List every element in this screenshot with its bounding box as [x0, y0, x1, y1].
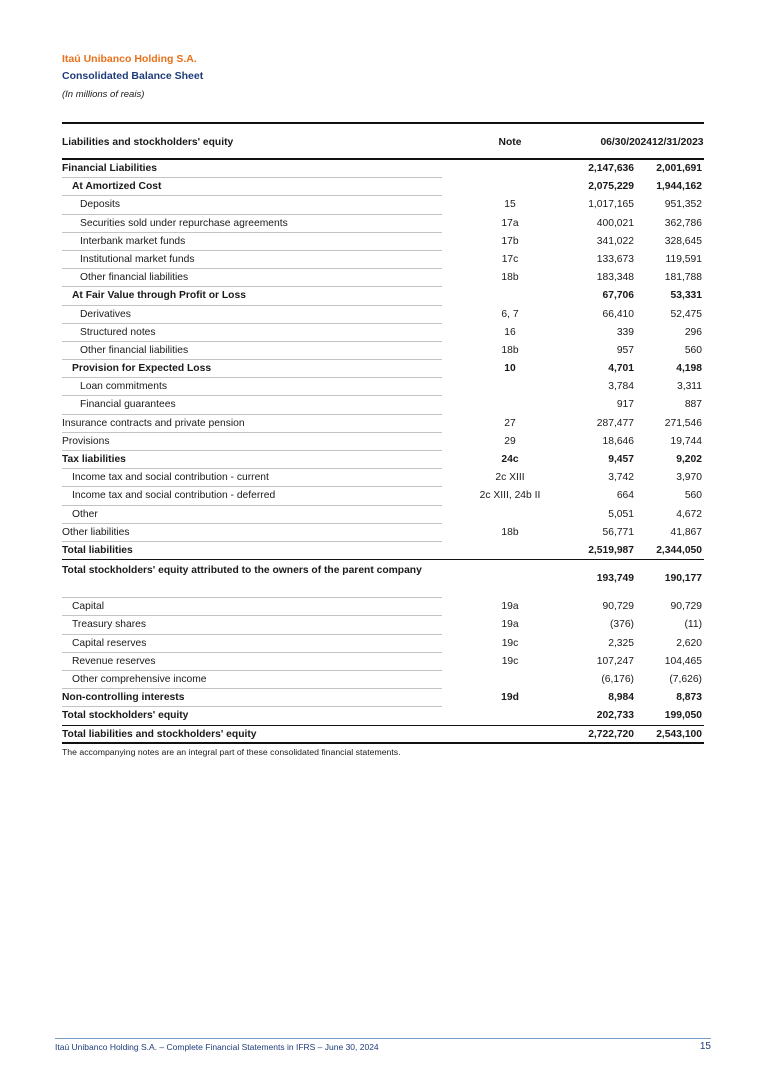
table-row	[62, 433, 704, 451]
row-value-period1: 957	[616, 344, 634, 356]
row-label: Total stockholders' equity	[62, 710, 189, 722]
table-row	[62, 415, 704, 433]
row-note: 16	[504, 326, 516, 338]
row-label: Total liabilities and stockholders' equity	[62, 729, 257, 741]
row-label: Total liabilities	[62, 544, 133, 556]
row-value-period1: 90,729	[602, 601, 634, 613]
row-label: Other comprehensive income	[72, 673, 207, 685]
table-row	[62, 487, 704, 505]
row-value-period1: 9,457	[608, 454, 634, 465]
row-value-period1: 917	[616, 399, 634, 411]
table-row	[62, 635, 704, 653]
footer-divider	[55, 1038, 711, 1039]
row-value-period2: 362,786	[664, 217, 702, 229]
row-value-period1: 66,410	[602, 308, 634, 320]
table-row	[62, 360, 704, 378]
row-note: 18b	[501, 344, 519, 356]
table-row	[62, 178, 704, 196]
row-value-period2: 53,331	[670, 290, 702, 302]
row-label: Provisions	[62, 435, 110, 447]
column-header-label: Liabilities and stockholders' equity	[62, 137, 234, 148]
row-value-period2: 328,645	[664, 235, 702, 247]
row-value-period2: 52,475	[670, 308, 702, 320]
table-row-total	[62, 542, 704, 560]
row-value-period1: 67,706	[602, 290, 634, 302]
table-row	[62, 196, 704, 214]
column-header-period2: 12/31/2023	[652, 137, 704, 148]
row-value-period1: 193,749	[596, 573, 634, 585]
row-value-period1: 3,784	[608, 381, 634, 393]
row-value-period1: 8,984	[608, 692, 634, 704]
row-value-period1: 133,673	[596, 253, 634, 265]
row-value-period2: 2,344,050	[656, 544, 702, 556]
table-row	[62, 287, 704, 305]
row-value-period2: 560	[684, 490, 702, 502]
row-label: At Fair Value through Profit or Loss	[72, 290, 246, 302]
row-label: Revenue reserves	[72, 655, 156, 667]
row-value-period2: 560	[684, 344, 702, 356]
row-value-period2: 2,001,691	[656, 163, 702, 174]
table-row	[62, 671, 704, 689]
company-name: Itaú Unibanco Holding S.A.	[62, 53, 197, 65]
row-note: 18b	[501, 272, 519, 284]
row-value-period2: 119,591	[665, 253, 702, 265]
row-note: 19d	[501, 692, 519, 704]
table-row	[62, 233, 704, 251]
table-row-grand-total	[62, 725, 704, 743]
row-value-period1: 202,733	[596, 710, 634, 722]
row-value-period1: 2,519,987	[588, 544, 634, 556]
row-value-period2: 9,202	[676, 454, 702, 465]
row-value-period2: 90,729	[670, 601, 702, 613]
row-label: Securities sold under repurchase agreements	[80, 217, 288, 229]
row-value-period2: 3,970	[676, 472, 702, 484]
units-note: (In millions of reais)	[62, 89, 145, 100]
row-label: Insurance contracts and private pension	[62, 417, 245, 429]
table-row	[62, 215, 704, 233]
row-label: Non-controlling interests	[62, 692, 185, 704]
row-value-period2: 104,465	[664, 655, 702, 667]
row-note: 19a	[501, 601, 519, 613]
table-row	[62, 598, 704, 616]
row-value-period1: 339	[616, 326, 634, 338]
row-value-period1: 4,701	[608, 363, 634, 375]
row-label: Income tax and social contribution - current	[72, 472, 269, 484]
page-number: 15	[699, 1041, 711, 1052]
row-value-period1: 18,646	[602, 435, 634, 447]
row-value-period1: 107,247	[596, 655, 634, 667]
row-label: Derivatives	[80, 308, 131, 320]
row-label: Interbank market funds	[80, 235, 186, 247]
table-row	[62, 469, 704, 487]
row-note: 15	[504, 199, 516, 211]
table-row	[62, 653, 704, 671]
table-row	[62, 160, 704, 178]
row-value-period1: 183,348	[596, 272, 634, 284]
row-value-period2: 41,867	[670, 526, 702, 538]
table-row	[62, 306, 704, 324]
row-value-period2: 199,050	[664, 710, 702, 722]
row-value-period2: 887	[684, 399, 702, 411]
balance-sheet-table	[62, 122, 704, 744]
row-label: Other liabilities	[62, 526, 130, 538]
row-value-period2: 8,873	[676, 692, 702, 704]
row-value-period2: 271,546	[664, 417, 702, 429]
table-row	[62, 269, 704, 287]
row-note: 27	[504, 417, 516, 429]
row-label: Other financial liabilities	[80, 344, 189, 356]
row-value-period1: 2,147,636	[588, 163, 634, 174]
row-value-period1: 2,075,229	[588, 181, 634, 193]
footnote: The accompanying notes are an integral part of these consolidated financial statements.	[62, 747, 401, 757]
row-value-period1: 56,771	[602, 526, 634, 538]
row-value-period2: 2,620	[676, 637, 702, 649]
row-label: Provision for Expected Loss	[72, 363, 212, 375]
table-row	[62, 506, 704, 524]
row-label: Capital	[72, 601, 105, 613]
row-label: Income tax and social contribution - deferred	[72, 490, 276, 502]
row-note: 2c XIII, 24b II	[479, 490, 541, 502]
row-label: Tax liabilities	[62, 454, 126, 465]
row-label: Institutional market funds	[80, 253, 195, 265]
table-row	[62, 524, 704, 542]
row-value-period1: 2,325	[608, 637, 634, 649]
row-value-period2: 4,198	[676, 363, 702, 375]
row-label: Deposits	[80, 199, 121, 211]
row-value-period1: (376)	[609, 619, 634, 631]
row-value-period2: 19,744	[670, 435, 702, 447]
table-row	[62, 251, 704, 269]
row-label: Capital reserves	[72, 637, 147, 649]
row-note: 17a	[501, 217, 519, 229]
row-note: 29	[504, 435, 516, 447]
column-header-period1: 06/30/2024	[600, 137, 652, 148]
row-label: Loan commitments	[80, 381, 167, 393]
table-row	[62, 378, 704, 396]
row-label: Other	[72, 508, 98, 520]
row-value-period2: 2,543,100	[656, 729, 702, 741]
row-value-period1: (6,176)	[601, 673, 634, 685]
row-value-period2: 951,352	[664, 199, 702, 211]
statement-title: Consolidated Balance Sheet	[62, 70, 204, 82]
table-header	[62, 122, 704, 160]
row-label: At Amortized Cost	[72, 181, 162, 193]
row-value-period1: 287,477	[596, 417, 634, 429]
row-value-period1: 1,017,165	[588, 199, 634, 211]
row-note: 19c	[501, 637, 519, 649]
row-note: 18b	[501, 526, 519, 538]
footer-text: Itaú Unibanco Holding S.A. – Complete Financial Statements in IFRS – June 30, 2024	[55, 1042, 379, 1052]
table-row	[62, 616, 704, 634]
row-value-period2: 4,672	[676, 508, 702, 520]
row-value-period1: 664	[616, 490, 634, 502]
row-value-period2: 181,788	[664, 272, 702, 284]
row-value-period2: 3,311	[676, 381, 702, 393]
table-row	[62, 451, 704, 469]
column-header-note: Note	[498, 137, 522, 148]
table-row	[62, 396, 704, 414]
row-label: Treasury shares	[72, 619, 147, 631]
row-note: 10	[504, 363, 516, 375]
row-value-period1: 3,742	[608, 472, 634, 484]
row-label: Total stockholders' equity attributed to the owners of the parent company	[62, 565, 422, 577]
row-value-period2: (11)	[684, 619, 702, 631]
row-note: 24c	[501, 454, 519, 465]
table-row	[62, 560, 704, 598]
row-value-period2: 296	[684, 326, 702, 338]
row-value-period1: 5,051	[608, 508, 634, 520]
row-label: Financial Liabilities	[62, 163, 157, 174]
row-note: 17c	[501, 253, 519, 265]
row-label: Financial guarantees	[80, 399, 176, 411]
row-note: 19a	[501, 619, 519, 631]
row-value-period2: 190,177	[664, 573, 702, 585]
row-note: 2c XIII	[495, 472, 525, 484]
row-label: Structured notes	[80, 326, 156, 338]
row-value-period1: 400,021	[596, 217, 634, 229]
table-row	[62, 342, 704, 360]
row-value-period1: 2,722,720	[588, 729, 634, 741]
table-row	[62, 707, 704, 725]
table-row	[62, 689, 704, 707]
row-value-period2: (7,626)	[669, 673, 702, 685]
row-note: 17b	[501, 235, 519, 247]
row-note: 6, 7	[501, 308, 519, 320]
row-value-period1: 341,022	[596, 235, 634, 247]
row-value-period2: 1,944,162	[656, 181, 702, 193]
table-row	[62, 324, 704, 342]
row-note: 19c	[501, 655, 519, 667]
row-label: Other financial liabilities	[80, 272, 189, 284]
